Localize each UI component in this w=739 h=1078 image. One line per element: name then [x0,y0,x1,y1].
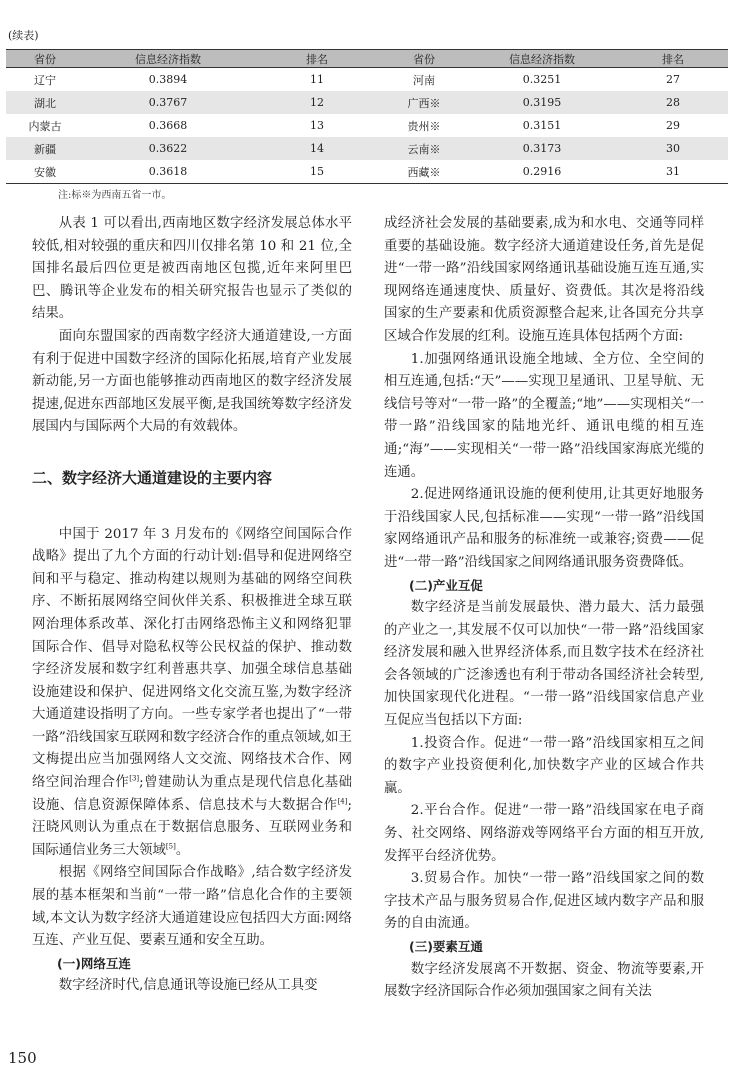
table-cell: 辽宁 [34,73,56,87]
page-number: 150 [8,1049,37,1067]
header-rank: 排名 [252,50,382,68]
paragraph: 从表 1 可以看出,西南地区数字经济发展总体水平较低,相对较强的重庆和四川仅排名第 10 和 21 位,全国排名最后四位更是被西南地区包揽,近年来阿里巴巴、腾讯等企业发布的相关研究报告也显示了类似的结果。 [32,216,352,322]
table-cell: 0.3151 [522,119,562,132]
subsection-heading: (二)产业互促 [409,577,483,593]
header-province: 省份 [6,50,84,68]
table-cell: 河南 [413,73,435,87]
left-column [32,213,352,998]
paragraph: 成经济社会发展的基础要素,成为和水电、交通等同样重要的基础设施。数字经济大通道建设任务,首先是促进“一带一路”沿线国家网络通讯基础设施互连互通,实现网络连通速度快、质量好、资费低。其次是将沿线国家的生产要素和优质资源整合起来,让各国充分共享区域合作发展的红利。设施互连具体包括两个方面: [384,216,704,344]
paragraph: 根据《网络空间国际合作战略》,结合数字经济发展的基本框架和当前“一带一路”信息化合作的主要领域,本文认为数字经济大通道建设应包括四大方面:网络互连、产业互促、要素互通和安全互助。 [32,865,352,949]
paragraph: 数字经济发展离不开数据、资金、物流等要素,开展数字经济国际合作必须加强国家之间有关法 [384,961,704,1000]
section-heading: 二、数字经济大通道建设的主要内容 [32,468,273,487]
citation-4[interactable]: [4] [337,797,348,806]
table-cell: 内蒙古 [28,119,62,133]
table-continued-label: (续表) [8,29,39,42]
paragraph: 面向东盟国家的西南数字经济大通道建设,一方面有利于促进中国数字经济的国际化拓展,培育产业发展新动能,另一方面也能够推动西南地区的数字经济发展提速,促进东西部地区发展平衡,是我国统筹数字经济发展国内与国际两个大局的有效载体。 [32,328,352,435]
table-cell: 11 [310,73,324,86]
table-cell: 31 [618,160,728,184]
table-cell: 0.3894 [148,73,188,86]
table-cell: 29 [666,119,680,132]
paragraph-text: ;曾建勋认为重点是现代信息化基础设施、信息资源保障体系、信息技术与大数据合作 [32,775,353,813]
table-cell: 云南※ [382,137,466,160]
table-cell: 0.3618 [84,160,252,184]
table-cell: 安徽 [6,160,84,184]
subsection-heading: (一)网络互连 [57,955,131,971]
table-cell: 0.3668 [148,119,188,132]
paragraph: 数字经济是当前发展最快、潜力最大、活力最强的产业之一,其发展不仅可以加快“一带一路”沿线国家经济发展和融入世界经济体系,而且数字技术在经济社会各领域的广泛渗透也有利于带动各国经济社会转型,加快国家现代化进程。“一带一路”沿线国家信息产业互促应当包括以下方面: [384,600,704,729]
table-row [6,91,728,114]
table-row [6,114,728,137]
info-economy-index-table [6,49,728,184]
paragraph-text: 。 [175,842,190,858]
citation-3[interactable]: [3] [129,774,140,783]
table-cell: 贵州※ [407,119,441,133]
paragraph: 数字经济时代,信息通讯等设施已经从工具变 [58,978,318,994]
table-cell: 13 [310,119,324,132]
header-index-2: 信息经济指数 [466,50,618,68]
table-cell: 广西※ [382,91,466,114]
table-cell: 0.3622 [84,137,252,160]
right-column [384,213,704,1004]
table-cell: 27 [666,73,680,86]
paragraph: 3.贸易合作。加快“一带一路”沿线国家之间的数字技术产品与服务贸易合作,促进区域内数字产品和服务的自由流通。 [384,871,704,932]
citation-5[interactable]: [5] [165,842,176,851]
table-cell: 湖北 [6,91,84,114]
header-index: 信息经济指数 [84,50,252,68]
table-cell: 30 [618,137,728,160]
subsection-heading: (三)要素互通 [409,939,483,954]
table-cell: 15 [252,160,382,184]
paragraph [32,524,352,863]
paragraph-text: 中国于 2017 年 3 月发布的《网络空间国际合作战略》提出了九个方面的行动计划:倡导和促进网络空间和平与稳定、推动构建以规则为基础的网络空间秩序、不断拓展网络空间伙伴关系、积极推进全球互联网治理体系改革、深化打击网络恐怖主义和网络犯罪国际合作、倡导对隐私权等公民权益的保护、推动数字经济发展和数字红利普惠共享、加强全球信息基础设施建设和保护、促进网络文化交流互鉴,为数字经济大通道建设指明了方向。一些专家学者也提出了“一带一路”沿线国家互联网和数字经济合作的重点领域,如王文梅提出应当加强网络人文交流、网络技术合作、网络空间治理合作 [32,526,352,791]
paragraph: 2.促进网络通讯设施的便利使用,让其更好地服务于沿线国家人民,包括标准——实现“一带一路”沿线国家网络通讯产品和服务的标准统一或兼容;资费——促进“一带一路”沿线国家之间网络通讯服务资费降低。 [384,487,704,570]
table-cell: 0.2916 [466,160,618,184]
table-note: 注:标※为西南五省一市。 [58,190,172,201]
table-cell: 28 [618,91,728,114]
paragraph: 1.投资合作。促进“一带一路”沿线国家相互之间的数字产业投资便利化,加快数字产业的区域合作共赢。 [384,735,704,796]
header-rank-2: 排名 [618,50,728,68]
table-row [6,137,728,160]
paragraph: 2.平台合作。促进“一带一路”沿线国家在电子商务、社交网络、网络游戏等网络平台方面的相互开放,发挥平台经济优势。 [384,803,704,864]
table-cell: 西藏※ [382,160,466,184]
header-province-2: 省份 [382,50,466,68]
table-cell: 0.3173 [466,137,618,160]
table-cell: 12 [252,91,382,114]
table-cell: 新疆 [6,137,84,160]
table-row [6,68,728,92]
table-cell: 0.3767 [84,91,252,114]
paragraph: 1.加强网络通讯设施全地域、全方位、全空间的相互连通,包括:“天”——实现卫星通讯、卫星导航、无线信号等对“一带一路”的全覆盖;“地”——实现相关“一带一路”沿线国家的陆地光纤、通讯电缆的相互连通;“海”——实现相关“一带一路”沿线国家海底光缆的连通。 [384,351,704,480]
paragraph-text: ;汪晓风则认为重点在于数据信息服务、互联网业务和国际通信业务三大领域 [32,797,352,858]
table-cell: 0.3195 [466,91,618,114]
table-row [6,160,728,184]
table-header-row [6,50,728,68]
table-cell: 14 [252,137,382,160]
table-cell: 0.3251 [522,73,562,86]
